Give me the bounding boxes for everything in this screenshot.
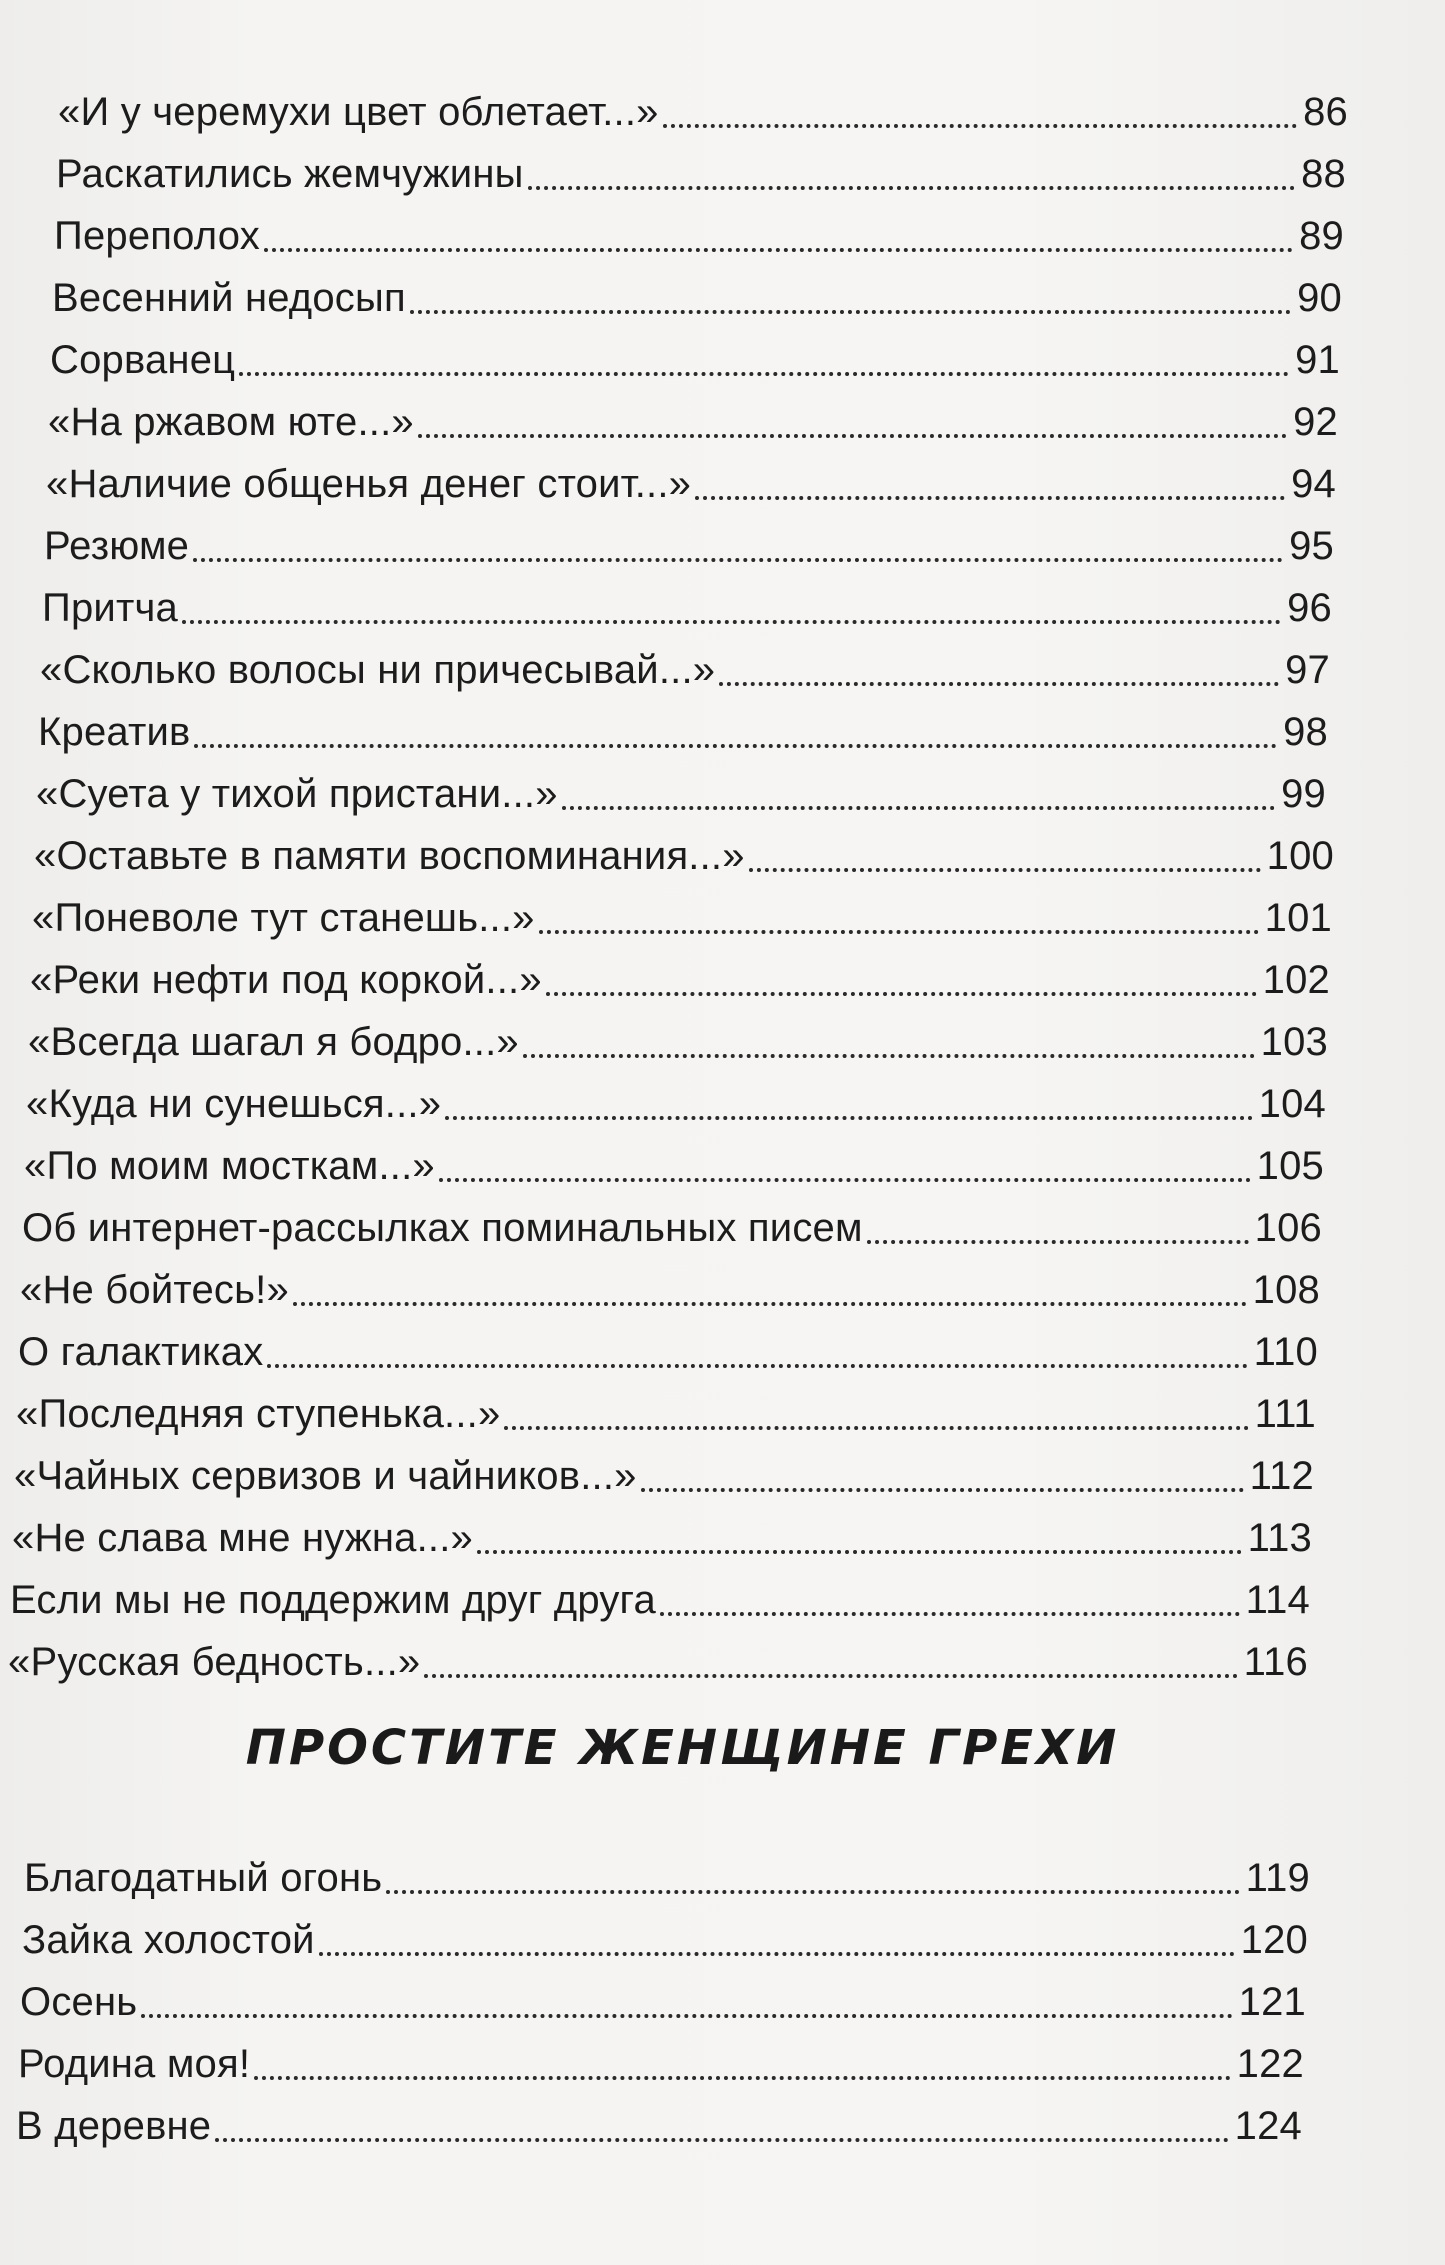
toc-entry-page: 111 [1254,1392,1316,1436]
dot-leader [641,1488,1244,1492]
toc-entry-page: 119 [1245,1856,1310,1900]
toc-entry-page: 94 [1291,462,1336,506]
toc-entry [52,268,1342,324]
toc-entry-title: Благодатный огонь [24,1856,383,1900]
toc-entry-page: 116 [1243,1640,1308,1684]
dot-leader [477,1550,1242,1554]
toc-entry-page: 92 [1293,400,1338,444]
toc-entry-page: 100 [1266,834,1334,878]
toc-entry-title: Об интернет-рассылках поминальных писем [22,1206,863,1250]
toc-entry-page: 90 [1297,276,1342,320]
toc-entry [30,950,1330,1006]
dot-leader [254,2076,1231,2080]
dot-leader [660,1612,1240,1616]
dot-leader [319,1952,1235,1956]
dot-leader [194,744,1277,748]
toc-entry [18,1322,1318,1378]
dot-leader [386,1890,1239,1894]
toc-entry-page: 97 [1285,648,1330,692]
toc-entry [22,1910,1308,1966]
toc-entry-page: 106 [1254,1206,1322,1250]
dot-leader [418,434,1287,438]
dot-leader [424,1674,1237,1678]
toc-entry-page: 88 [1301,152,1346,196]
toc-entry [36,764,1326,820]
dot-leader [141,2014,1232,2018]
toc-entry-page: 124 [1234,2104,1302,2148]
toc-entry-title: «И у черемухи цвет облетает...» [58,90,659,134]
toc-entry-title: Родина моя! [18,2042,251,2086]
toc-entry-page: 101 [1264,896,1332,940]
toc-entry-title: О галактиках [18,1330,264,1374]
toc-entry-title: Притча [42,586,178,630]
toc-entry-title: Зайка холостой [22,1918,315,1962]
toc-entry [42,578,1332,634]
dot-leader [182,620,1281,624]
toc-entry-title: Сорванец [50,338,236,382]
toc-entry [26,1074,1326,1130]
toc-entry-page: 98 [1283,710,1328,754]
dot-leader [523,1054,1255,1058]
toc-entry [58,82,1348,138]
toc-entry-title: «По моим мосткам...» [24,1144,435,1188]
toc-entry-page: 95 [1289,524,1334,568]
toc-entry-title: «Чайных сервизов и чайников...» [14,1454,637,1498]
toc-entry-page: 113 [1247,1516,1312,1560]
dot-leader [445,1116,1252,1120]
dot-leader [215,2138,1228,2142]
toc-entry-title: «Наличие общенья денег стоит...» [46,462,692,506]
toc-entry-page: 120 [1240,1918,1308,1962]
dot-leader [719,682,1279,686]
toc-entry [32,888,1332,944]
dot-leader [867,1240,1249,1244]
dot-leader [504,1426,1248,1430]
toc-entry-title: Раскатились жемчужины [56,152,524,196]
toc-entry [28,1012,1328,1068]
toc-entry-page: 121 [1238,1980,1306,2024]
toc-entry-page: 122 [1236,2042,1304,2086]
toc-entry-title: «Не слава мне нужна...» [12,1516,474,1560]
toc-entry-title: «Поневоле тут станешь...» [32,896,535,940]
toc-entry-page: 96 [1287,586,1332,630]
toc-entry-title: Переполох [54,214,260,258]
toc-entry-page: 91 [1295,338,1340,382]
toc-entry [22,1198,1322,1254]
toc-entry-title: Осень [20,1980,138,2024]
toc-entry-page: 89 [1299,214,1344,258]
toc-entry-page: 112 [1249,1454,1314,1498]
toc-entry-title: Весенний недосып [52,276,406,320]
dot-leader [528,186,1296,190]
toc-entry [20,1260,1320,1316]
toc-entry [38,702,1328,758]
toc-entry-title: «На ржавом юте...» [48,400,414,444]
dot-leader [293,1302,1247,1306]
dot-leader [546,992,1257,996]
dot-leader [749,868,1261,872]
toc-entry-title: Креатив [38,710,191,754]
toc-entry-title: Резюме [44,524,190,568]
toc-entry [24,1136,1324,1192]
toc-entry-title: «Не бойтесь!» [20,1268,289,1312]
toc-entry [48,392,1338,448]
toc-entry-page: 103 [1260,1020,1328,1064]
dot-leader [410,310,1291,314]
toc-entry-title: «Куда ни сунешься...» [26,1082,442,1126]
toc-entry-title: В деревне [16,2104,212,2148]
toc-entry-title: «Реки нефти под коркой...» [30,958,542,1002]
toc-entry-title: «Последняя ступенька...» [16,1392,501,1436]
toc-entry [16,2096,1302,2152]
toc-entry [56,144,1346,200]
dot-leader [663,124,1297,128]
dot-leader [695,496,1285,500]
toc-entry [40,640,1330,696]
dot-leader [264,248,1293,252]
toc-entry [14,1446,1314,1502]
dot-leader [539,930,1259,934]
toc-entry-title: «Суета у тихой пристани...» [36,772,558,816]
section-heading: ПРОСТИТЕ ЖЕНЩИНЕ ГРЕХИ [245,1720,1120,1776]
toc-entry [46,454,1336,510]
toc-entry [50,330,1340,386]
toc-entry-title: «Всегда шагал я бодро...» [28,1020,519,1064]
toc-entry-page: 99 [1281,772,1326,816]
toc-entry-page: 104 [1258,1082,1326,1126]
toc-entry [20,1972,1306,2028]
toc-entry [8,1632,1308,1688]
dot-leader [267,1364,1247,1368]
toc-entry [10,1570,1310,1626]
toc-entry [54,206,1344,262]
toc-entry-page: 102 [1262,958,1330,1002]
dot-leader [439,1178,1251,1182]
toc-entry-page: 108 [1252,1268,1320,1312]
toc-entry [24,1848,1310,1904]
toc-entry-title: «Русская бедность...» [8,1640,421,1684]
dot-leader [239,372,1289,376]
toc-entry-page: 86 [1303,90,1348,134]
toc-entry-page: 110 [1253,1330,1318,1374]
toc-entry [44,516,1334,572]
dot-leader [562,806,1275,810]
toc-entry [16,1384,1316,1440]
toc-entry [34,826,1334,882]
toc-entry-title: Если мы не поддержим друг друга [10,1578,656,1622]
toc-entry-page: 114 [1245,1578,1310,1622]
dot-leader [193,558,1283,562]
toc-entry-page: 105 [1256,1144,1324,1188]
toc-entry [12,1508,1312,1564]
toc-entry-title: «Оставьте в памяти воспоминания...» [34,834,745,878]
toc-entry [18,2034,1304,2090]
toc-entry-title: «Сколько волосы ни причесывай...» [40,648,716,692]
